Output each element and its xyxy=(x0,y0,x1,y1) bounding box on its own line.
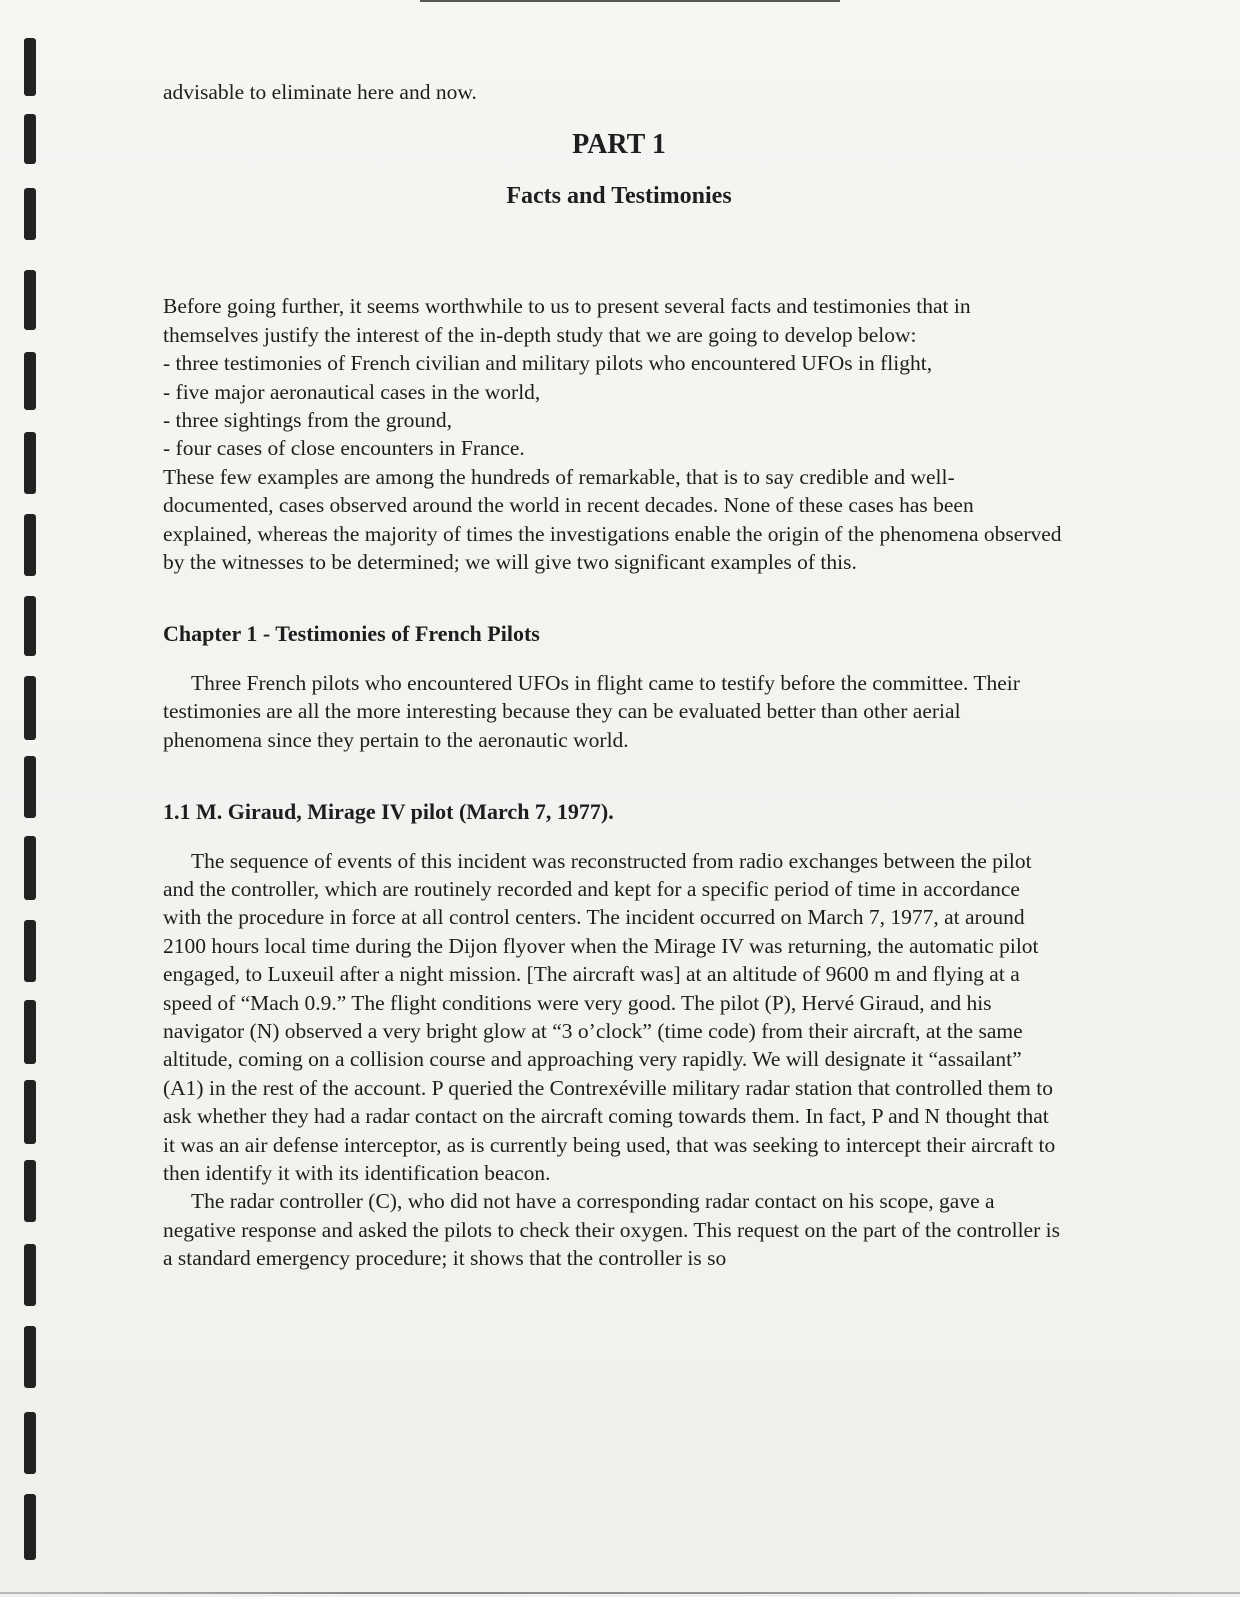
case-list xyxy=(163,349,1063,463)
list-item: - three sightings from the ground, xyxy=(163,406,1063,434)
intro-paragraph: Before going further, it seems worthwhile to us to present several facts and testimonies that in themselves justify the interest of the in-depth study that we are going to develop below: xyxy=(163,294,971,347)
binding-hole xyxy=(24,1080,36,1144)
section-heading: 1.1 M. Giraud, Mirage IV pilot (March 7, 1977). xyxy=(163,799,614,825)
page-bottom-edge xyxy=(0,1592,1240,1594)
binding-hole xyxy=(24,596,36,656)
part-subtitle: Facts and Testimonies xyxy=(506,183,732,210)
binding-hole xyxy=(24,1244,36,1306)
binding-hole xyxy=(24,514,36,576)
binding-hole xyxy=(24,1160,36,1222)
binding-hole xyxy=(24,1000,36,1064)
page-top-edge xyxy=(420,0,840,2)
carryover-line: advisable to eliminate here and now. xyxy=(163,80,477,104)
list-item: - three testimonies of French civilian and military pilots who encountered UFOs in flight, xyxy=(163,349,1063,377)
after-list-paragraph: These few examples are among the hundreds of remarkable, that is to say credible and well-documented, cases observed around the world in recent decades. None of these cases has been explained, whereas the majority of times the investigations enable the origin of the phenomena observed by the witnesses to be determined; we will give two significant examples of this. xyxy=(163,464,1062,575)
binding-hole xyxy=(24,432,36,494)
section-paragraph: The sequence of events of this incident was reconstructed from radio exchanges between the pilot and the controller, which are routinely recorded and kept for a specific period of time in accordance with the procedure in force at all control centers. The incident occurred on March 7, 1977, at around 2100 hours local time during the Dijon flyover when the Mirage IV was returning, the automatic pilot engaged, to Luxeuil after a night mission. [The aircraft was] at an altitude of 9600 m and flying at a speed of “Mach 0.9.” The flight conditions were very good. The pilot (P), Hervé Giraud, and his navigator (N) observed a very bright glow at “3 o’clock” (time code) from their aircraft, at the same altitude, coming on a collision course and approaching very rapidly. We will designate it “assailant” (A1) in the rest of the account. P queried the Contrexéville military radar station that controlled them to ask whether they had a radar contact on the aircraft coming towards them. In fact, P and N thought that it was an air defense interceptor, as is currently being used, that was seeking to intercept their aircraft to then identify it with its identification beacon. xyxy=(163,848,1056,1185)
binding-hole xyxy=(24,756,36,818)
binding-hole xyxy=(24,1412,36,1474)
binding-hole xyxy=(24,38,36,96)
document-body xyxy=(163,78,1063,1273)
section-paragraph: The radar controller (C), who did not have a corresponding radar contact on his scope, gave a negative response and asked the pilots to check their oxygen. This request on the part of the controller is a standard emergency procedure; it shows that the controller is so xyxy=(163,1189,1060,1271)
binding-hole xyxy=(24,1326,36,1388)
chapter-heading: Chapter 1 - Testimonies of French Pilots xyxy=(163,621,540,647)
binding-hole xyxy=(24,1494,36,1560)
binding-hole xyxy=(24,270,36,330)
list-item: - four cases of close encounters in France. xyxy=(163,434,1063,462)
part-title: PART 1 xyxy=(572,129,666,161)
list-item: - five major aeronautical cases in the world, xyxy=(163,378,1063,406)
binding-hole xyxy=(24,114,36,164)
binding-hole xyxy=(24,188,36,240)
binding-hole xyxy=(24,836,36,900)
binding-hole xyxy=(24,920,36,982)
binding-hole xyxy=(24,352,36,410)
chapter-paragraph: Three French pilots who encountered UFOs in flight came to testify before the committee. Their testimonies are all the more interesting because they can be evaluated better than other aerial phenomena since they pertain to the aeronautic world. xyxy=(163,670,1020,752)
binding-hole xyxy=(24,676,36,740)
